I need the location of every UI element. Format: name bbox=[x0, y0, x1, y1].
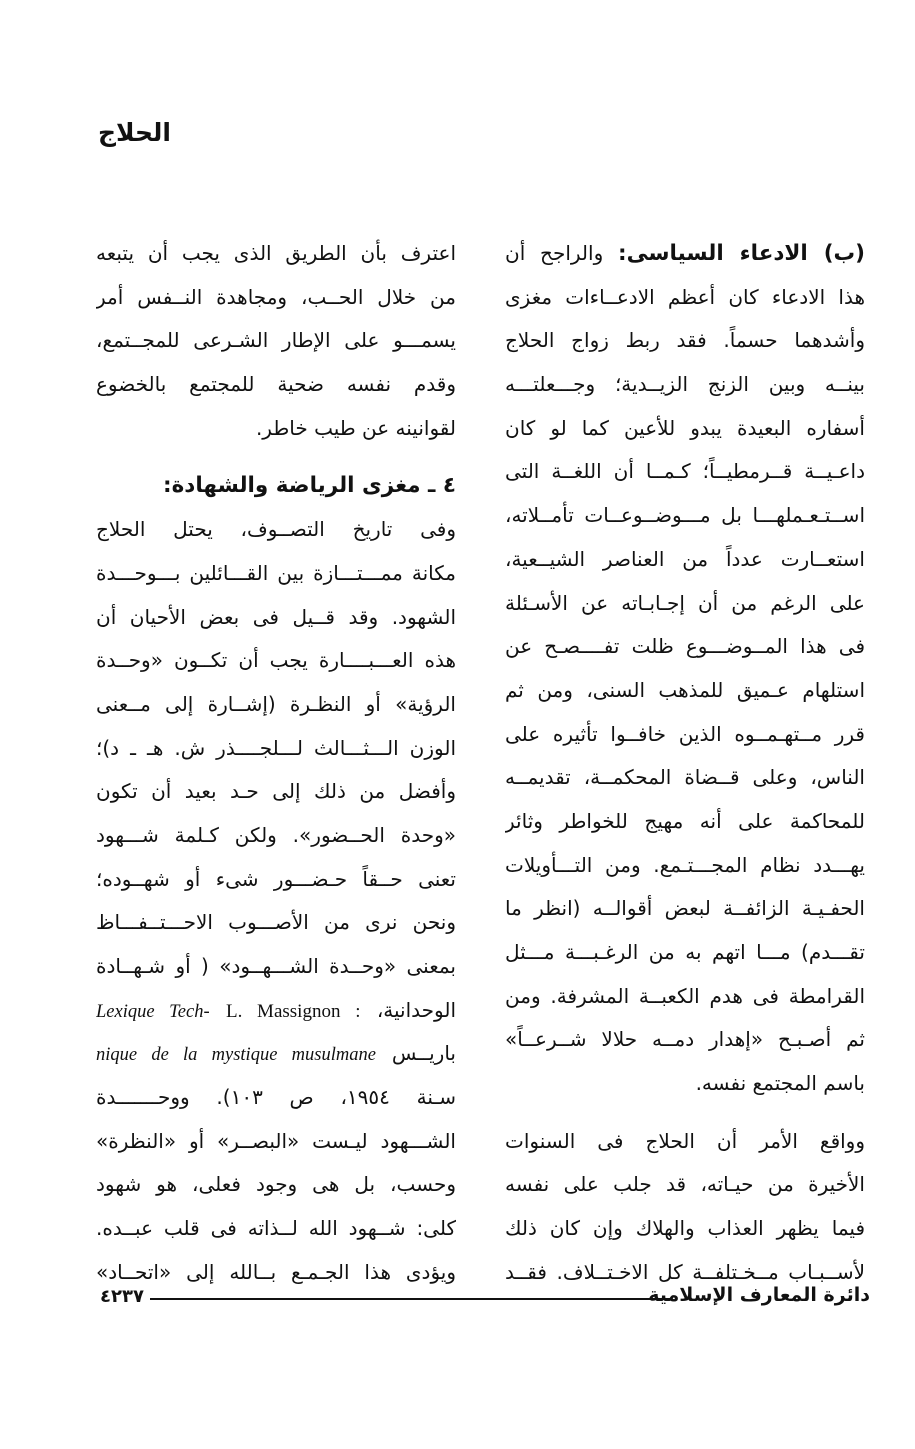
text-line: وواقع الأمر أن الحلاج فى السنوات bbox=[505, 1128, 865, 1153]
text-line: الناس، وعلى قــضاة المحكمــة، تقديمــه bbox=[505, 765, 865, 790]
text-line: الأخيرة من حيـاته، قد جلب على نفسه bbox=[505, 1172, 865, 1197]
page-footer bbox=[100, 1284, 870, 1320]
latin-italic-run: nique de la mystique musulmane bbox=[96, 1045, 376, 1066]
latin-run: L. Massignon : bbox=[225, 1000, 361, 1022]
text-run: باريــس bbox=[391, 1041, 456, 1066]
text-line-mixed bbox=[96, 1032, 456, 1076]
text-line: القرامطة فى هدم الكعبــة المشرفة. ومن bbox=[505, 983, 865, 1008]
right-column bbox=[505, 232, 865, 1295]
text-line: مكانة ممـــتـــازة بين القـــائلين بـــوحـــدة bbox=[96, 560, 456, 585]
text-line: على الرغم من أن إجـابـاته عن الأسـئلة bbox=[505, 590, 865, 615]
text-line-mixed bbox=[96, 989, 456, 1033]
text-line: وقدم نفسه ضحية للمجتمع بالخضوع bbox=[96, 372, 456, 397]
running-head: الحلاج bbox=[98, 118, 171, 147]
text-line: وحسب، بل هى وجود فعلى، هو شهود bbox=[96, 1172, 456, 1197]
text-line: باسم المجتمع نفسه. bbox=[695, 1071, 865, 1096]
text-line: ونحن نرى من الأصـــوب الاحـــتــفـــاظ bbox=[96, 910, 456, 935]
text-line: كلى: شــهود الله لــذاته فى قلب عبــده. bbox=[96, 1216, 456, 1241]
text-line: لقوانينه عن طيب خاطر. bbox=[255, 415, 456, 440]
text-line: اســتـعـملهـــا بل مـــوضــوعــات تأمــلاته، bbox=[505, 503, 865, 528]
left-column bbox=[96, 232, 456, 1295]
text-line: يهـــدد نظام المجـــتـمع. ومن التـــأويلات bbox=[505, 852, 865, 877]
section-heading: ٤ ـ مغزى الرياضة والشهادة: bbox=[163, 473, 456, 499]
text-line: سـنة ١٩٥٤، ص ١٠٣). ووحـــــــدة bbox=[96, 1085, 456, 1110]
text-line: الوزن الـــثـــالث لـــلجــــذر ش. هـ ـ د)؛ bbox=[96, 735, 456, 760]
text-line: استعــارت عدداً من العناصر الشيــعية، bbox=[505, 546, 865, 571]
latin-italic-run: Lexique Tech- bbox=[96, 1001, 210, 1022]
text-line: لأســبـاب مــخـتلفــة كل الاخـتــلاف. فقــد bbox=[505, 1259, 865, 1284]
text-line: ثم أصـبـح «إهدار دمــه حلالا شــرعــاً» bbox=[505, 1027, 865, 1052]
text-line: وفى تاريخ التصــوف، يحتل الحلاج bbox=[96, 517, 456, 542]
text-line: للمحاكمة على أنه مهيج للخواطر وثائر bbox=[505, 808, 865, 833]
text-run: الوحدانية، bbox=[376, 997, 456, 1022]
subsection-heading: (ب) الادعاء السياسى: bbox=[618, 241, 865, 266]
page-number: ٤٢٣٧ bbox=[100, 1286, 144, 1307]
text-line: فيما يظهر العذاب والهلاك وإن كان ذلك bbox=[505, 1216, 865, 1241]
text-line: استلهام عـميق للمذهب السنى، ومن ثم bbox=[505, 677, 865, 702]
text-line: «وحدة الحــضور». ولكن كـلمة شـــهود bbox=[96, 822, 456, 847]
text-run: والراجح أن bbox=[505, 241, 619, 265]
text-line: بمعنى «وحــدة الشـــهــود» ( أو شـهــادة bbox=[96, 954, 456, 978]
text-line: وأفضل من ذلك إلى حـد بعيد أن تكون bbox=[96, 779, 456, 804]
text-line: الحفـيـة الزائفــة لبعض أقوالــه (انظر ما bbox=[505, 896, 865, 921]
text-line: تعنى حــقاً حـضـــور شىء أو شهــوده؛ bbox=[96, 866, 456, 891]
footer-rule bbox=[150, 1298, 670, 1300]
text-line: بينــه وبين الزنج الزيــدية؛ وجـــعلتـــه bbox=[505, 372, 865, 397]
text-line: هذه العـــبــــارة يجب أن تكــون «وحــدة bbox=[96, 648, 456, 673]
text-line: داعـيــة قــرمطيــاً؛ كـمــا أن اللغــة التى bbox=[505, 459, 865, 484]
journal-title: دائرة المعارف الإسلامية bbox=[648, 1284, 870, 1306]
text-line: الشـــهود ليـست «البصــر» أو «النظرة» bbox=[96, 1128, 456, 1153]
text-line: ويؤدى هذا الجـمـع بــالله إلى «اتحــاد» bbox=[96, 1259, 456, 1284]
text-line: قرر مــتهـمــوه الذين خافــوا تأثيره على bbox=[505, 721, 865, 746]
text-line: تقـــدم) مـــا اتهم به من الرغـبـــة مـــثل bbox=[505, 940, 865, 964]
text-line: اعترف بأن الطريق الذى يجب أن يتبعه bbox=[96, 241, 456, 265]
text-line: الشهود. وقد قــيل فى بعض الأحيان أن bbox=[96, 604, 456, 629]
text-line: أسفاره البعيدة يبدو للأعين كما لو كان bbox=[505, 415, 865, 440]
text-line: يسمـــو على الإطار الشـرعى للمجــتمع، bbox=[96, 328, 456, 353]
text-line: الرؤية» أو النظـرة (إشــارة إلى مــعنى bbox=[96, 691, 456, 716]
text-line: وأشدهما حسماً. فقد ربط زواج الحلاج bbox=[505, 328, 865, 353]
text-line: فى هذا المــوضـــوع ظلت تفــــصـح عن bbox=[505, 634, 865, 659]
text-line bbox=[505, 232, 865, 276]
text-line: من خلال الحــب، ومجاهدة النــفس أمر bbox=[96, 284, 456, 309]
text-line: هذا الادعاء كان أعظم الادعــاءات مغزى bbox=[505, 284, 865, 309]
